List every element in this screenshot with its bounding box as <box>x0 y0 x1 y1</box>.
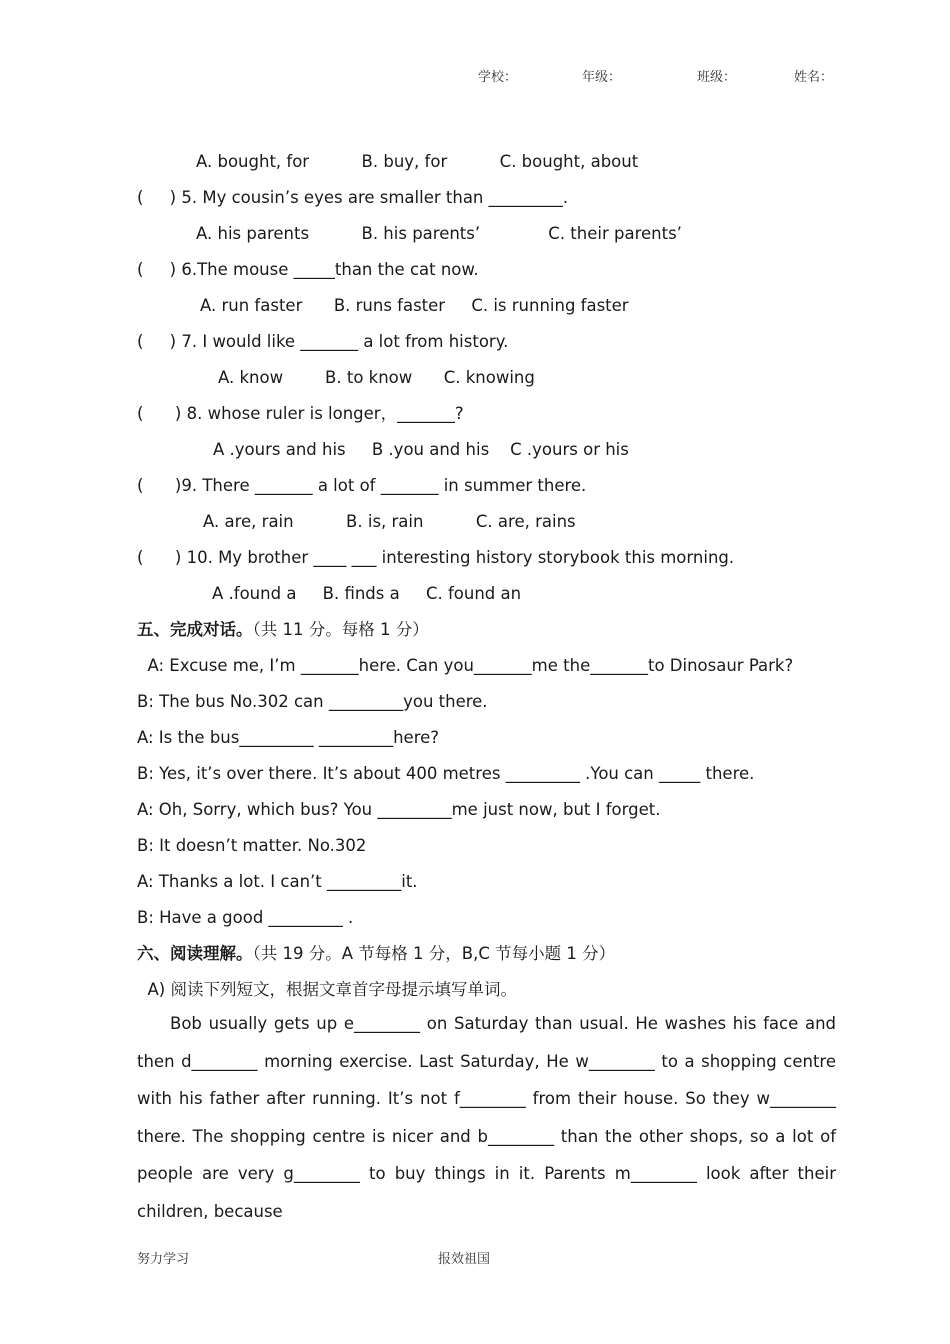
section-5-title: 五、完成对话。 <box>137 620 253 639</box>
question-10-options: A .found a B. finds a C. found an <box>212 584 522 603</box>
section-6-title: 六、阅读理解。 <box>137 944 253 963</box>
reading-passage: Bob usually gets up e________ on Saturday than usual. He washes his face and then d________ morning exercise. Last Saturday, He w________ to a shopping centre with his father after running. It’s not f________ from their house. So they w________ there. The shopping centre is nicer and b________ than the other shops, so a lot of people are very g________ to buy things in it. Parents m________ look after their children, because <box>137 1014 836 1221</box>
footer-right-motto: 报效祖国 <box>438 1252 491 1267</box>
question-5-options: A. his parents B. his parents’ C. their parents’ <box>196 224 682 243</box>
question-8-options: A .yours and his B .you and his C .yours or his <box>213 440 629 459</box>
dialogue-line: B: Yes, it’s over there. It’s about 400 metres _________ .You can _____ there. <box>137 764 755 783</box>
question-6-options: A. run faster B. runs faster C. is running faster <box>200 296 629 315</box>
question-7-stem: ( ) 7. I would like _______ a lot from history. <box>137 332 509 351</box>
section-6-heading <box>137 943 615 965</box>
dialogue-line: A: Oh, Sorry, which bus? You _________me just now, but I forget. <box>137 800 661 819</box>
question-10-stem: ( ) 10. My brother ____ ___ interesting history storybook this morning. <box>137 548 735 567</box>
question-6-stem: ( ) 6.The mouse _____than the cat now. <box>137 260 479 279</box>
section-6-note: （共 19 分。A 节每格 1 分，B,C 节每小题 1 分） <box>252 944 616 963</box>
dialogue-line: B: Have a good _________ . <box>137 908 354 927</box>
dialogue-line: B: The bus No.302 can _________you there. <box>137 692 488 711</box>
section-5-note: （共 11 分。每格 1 分） <box>252 620 429 639</box>
header-name-label: 姓名： <box>794 70 834 85</box>
section-6-part-a-instruction: A) 阅读下列短文，根据文章首字母提示填写单词。 <box>137 980 517 999</box>
dialogue-line: A: Excuse me, I’m _______here. Can you_______me the_______to Dinosaur Park? <box>137 656 794 675</box>
header-class-label: 班级： <box>697 70 737 85</box>
dialogue-line: B: It doesn’t matter. No.302 <box>137 836 367 855</box>
question-8-stem: ( ) 8. whose ruler is longer，_______? <box>137 404 464 423</box>
question-5-stem: ( ) 5. My cousin’s eyes are smaller than _________. <box>137 188 569 207</box>
footer-left-motto: 努力学习 <box>137 1252 190 1267</box>
section-5-heading <box>137 619 429 641</box>
q4-options: A. bought, for B. buy, for C. bought, about <box>196 152 639 171</box>
dialogue-line: A: Is the bus_________ _________here? <box>137 728 440 747</box>
question-9-options: A. are, rain B. is, rain C. are, rains <box>203 512 576 531</box>
question-7-options: A. know B. to know C. knowing <box>218 368 535 387</box>
dialogue-line: A: Thanks a lot. I can’t _________it. <box>137 872 418 891</box>
header-school-label: 学校： <box>478 70 518 85</box>
header-grade-label: 年级： <box>582 70 622 85</box>
question-9-stem: ( )9. There _______ a lot of _______ in summer there. <box>137 476 587 495</box>
